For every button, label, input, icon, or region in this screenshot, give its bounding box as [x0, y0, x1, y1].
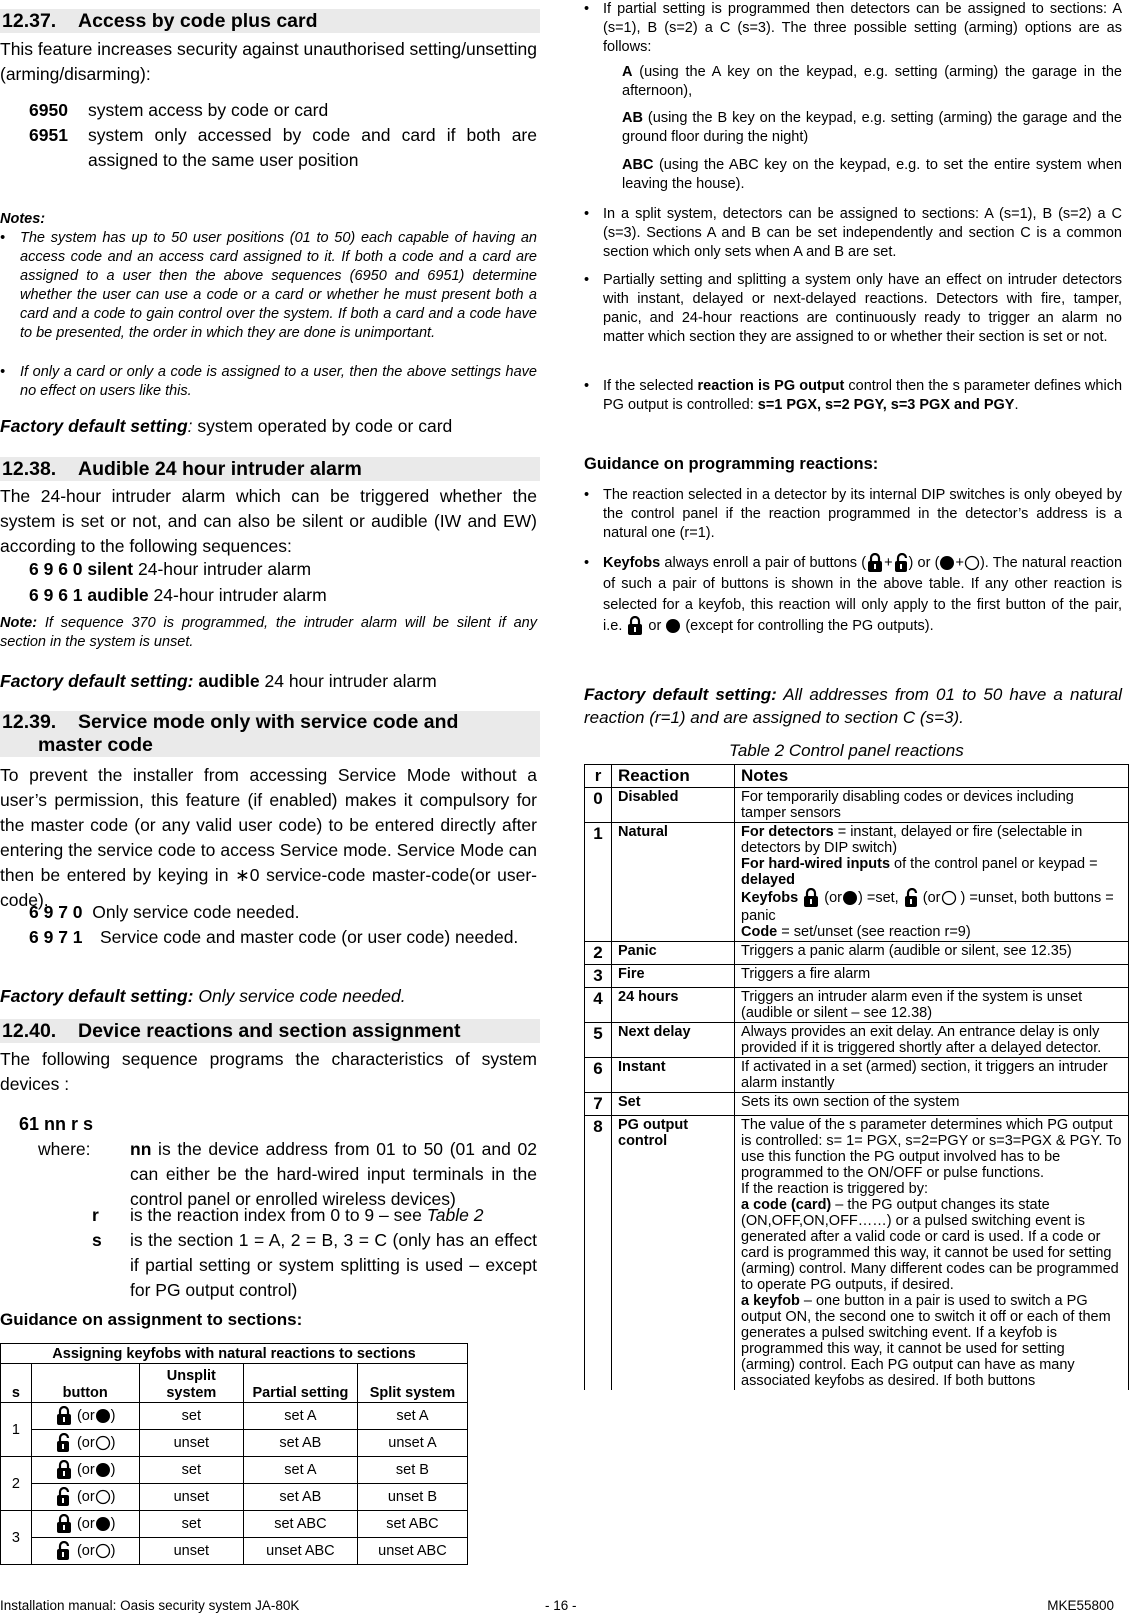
- bullet: • If partial setting is programmed then detectors can be assigned to sections: A (s=1), B (s=2) a C (s=3). The three possible setting (arming) options are as follows:: [584, 1, 1122, 55]
- sequence-code: 6 9 7 1: [29, 927, 83, 947]
- bullet: • Partially setting and splitting a system only have an effect on intruder detectors with instant, delayed or next-delayed reactions. Detectors with fire, tamper, panic, and 24-hour reactions are continuously ready to trigger an alarm no matter which section they are assigned to or whether their section is set or not.: [584, 272, 1122, 345]
- lock-closed-icon: [55, 1514, 73, 1534]
- factory-default: Factory default setting: audible 24 hour intruder alarm: [0, 671, 437, 691]
- footer-left: Installation manual: Oasis security system JA-80K: [0, 1598, 300, 1613]
- paragraph: To prevent the installer from accessing Service Mode without a user’s permission, this feature (if enabled) makes it compulsory for the master code (or any valid user code) to be entered directly after entering the service code to access Service mode. Service Mode can then be entered by keying in ∗0 service-code master-code(or user-code).: [0, 765, 537, 910]
- table-row: (or ) unset unset ABC unset ABC: [1, 1538, 468, 1565]
- bullet: • The reaction selected in a detector by its internal DIP switches is only obeyed by the control panel if the reaction programmed in the detector’s address is a natural one (r=1).: [584, 487, 1122, 541]
- param-key: r: [92, 1205, 99, 1225]
- lock-open-icon: [55, 1487, 73, 1507]
- filled-button-icon: [95, 1516, 111, 1532]
- table-row: 2 Panic Triggers a panic alarm (audible or silent, see 12.35): [585, 942, 1129, 965]
- col-header: s: [1, 1364, 32, 1403]
- sequence-code: 6950: [29, 100, 68, 120]
- table-row: 5 Next delay Always provides an exit delay. An entrance delay is only provided if it is triggered shortly after a delayed detector.: [585, 1023, 1129, 1058]
- guidance-title: Guidance on programming reactions:: [584, 455, 879, 473]
- lock-closed-icon: [55, 1406, 73, 1426]
- empty-button-icon: [95, 1435, 111, 1451]
- sequence-code: 6951: [29, 125, 68, 145]
- col-header: Split system: [357, 1364, 467, 1403]
- lock-closed-icon: [626, 616, 644, 636]
- section-heading-12-38: 12.38. Audible 24 hour intruder alarm: [0, 457, 540, 481]
- filled-button-icon: [95, 1408, 111, 1424]
- table-row: 3 (or ) set set ABC set ABC: [1, 1511, 468, 1538]
- footer-right: MKE55800: [1047, 1598, 1114, 1613]
- table-caption: Assigning keyfobs with natural reactions to sections: [1, 1344, 468, 1364]
- note-bullet: • The system has up to 50 user positions (01 to 50) each capable of having an access code and an access card assigned to it. If both a code and a card are assigned to a user then the above sequences (6950 and 6951) determine whether the user can use a code or a card or whether he must present both a card and a code to gain control over the system. If both a card and a code have to be presented, the order in which they are done is unimportant.: [0, 230, 537, 341]
- table-row: 7 Set Sets its own section of the system: [585, 1093, 1129, 1116]
- table-row: 2 (or ) set set A set B: [1, 1457, 468, 1484]
- table-row: (or ) unset set AB unset B: [1, 1484, 468, 1511]
- paragraph: The following sequence programs the characteristics of system devices :: [0, 1049, 537, 1094]
- note-bullet: • If only a card or only a code is assigned to a user, then the above settings have no effect on users like this.: [0, 364, 537, 399]
- empty-button-icon: [941, 890, 957, 906]
- sequence-row: 6 9 6 0 silent 24-hour intruder alarm: [29, 559, 312, 579]
- paragraph: This feature increases security against unauthorised setting/unsetting (arming/disarming):: [0, 39, 537, 84]
- table-row: 6 Instant If activated in a set (armed) section, it triggers an intruder alarm instantly: [585, 1058, 1129, 1093]
- section-heading-12-40: 12.40. Device reactions and section assignment: [0, 1019, 540, 1043]
- page-number: - 16 -: [545, 1598, 577, 1613]
- lock-closed-icon: [802, 888, 820, 908]
- filled-button-icon: [665, 618, 681, 634]
- paragraph: The 24-hour intruder alarm which can be triggered whether the system is set or not, and can also be silent or audible (IW and EW) according to the following sequences:: [0, 486, 537, 556]
- param-nn: nn is the device address from 01 to 50 (01 and 02 can either be the hard-wired input terminals in the control panel or enrolled wireless devices): [130, 1139, 537, 1209]
- col-header: Partial setting: [243, 1364, 357, 1403]
- param-s: is the section 1 = A, 2 = B, 3 = C (only has an effect if partial setting or system splitting is used – except for PG output control): [130, 1230, 537, 1300]
- table-row: 0 Disabled For temporarily disabling codes or devices including tamper sensors: [585, 788, 1129, 823]
- sequence-row: 6 9 7 0 Only service code needed.: [29, 902, 300, 922]
- table-row: (or ) unset set AB unset A: [1, 1430, 468, 1457]
- bullet-keyfobs: • Keyfobs always enroll a pair of buttons ( + ) or ( + ). The natural reaction of such a pair of buttons is shown in the above table. If any other reaction is selected for a keyfob, this reaction will only apply to the first button of the pair, i.e. or (except for controlling the PG outputs).: [584, 553, 1122, 637]
- notes-label: Notes:: [0, 211, 46, 227]
- table-caption: Table 2 Control panel reactions: [729, 741, 964, 760]
- lock-closed-icon: [55, 1460, 73, 1480]
- table-row: 4 24 hours Triggers an intruder alarm even if the system is unset (audible or silent – see 12.38): [585, 988, 1129, 1023]
- param-key: s: [92, 1230, 102, 1250]
- col-header: button: [31, 1364, 139, 1403]
- bullet: • In a split system, detectors can be assigned to sections: A (s=1), B (s=2) a C (s=3). Sections A and B can be set independently and section C is a common section which only sets when A and B are set.: [584, 206, 1122, 260]
- guidance-title: Guidance on assignment to sections:: [0, 1310, 303, 1329]
- sequence-text: system only accessed by code and card if both are assigned to the same user position: [88, 125, 537, 170]
- empty-button-icon: [964, 555, 980, 571]
- table-row: 8 PG output control The value of the s parameter determines which PG output is controlled: s= 1= PGX, s=2=PGY or s=3=PGX & PGY. To use this function the PG output involved has to be programmed to the ON/OFF or pulse functions. If the reaction is triggered by: a code (card) – the PG output changes its state (ON,OFF,ON,OFF……) or a pulsed switching event is generated after a valid code or card is used. If a code or card is programmed this way, it cannot be used for setting (arming) control. Many different codes can be programmed to operate PG outputs, if desired. a keyfob – one button in a pair is used to switch a PG output ON, the second one to switch it off or each of them generates a pulsed switching event. If a keyfob is programmed this way, it cannot be used for setting (arming) control. Each PG output can have as many associated keyfobs as desired. If both buttons: [585, 1116, 1129, 1391]
- bullet: • If the selected reaction is PG output control then the s parameter defines which PG output is controlled: s=1 PGX, s=2 PGY, s=3 PGX and PGY.: [584, 378, 1123, 413]
- filled-button-icon: [95, 1462, 111, 1478]
- factory-default: Factory default setting: All addresses from 01 to 50 have a natural reaction (r=1) and are assigned to section C (s=3).: [584, 685, 1123, 727]
- reactions-table: r Reaction Notes 0 Disabled For temporarily disabling codes or devices including tamper sensors 1 Natural For detectors = instant, delayed or fire (selectable in detectors by DIP switch) For hard-wired inputs of the control panel or keypad = delayed Keyfobs (or ) =set, (or ) =unset, both buttons = panic Code = set/unset (see reaction r=9) 2 Panic Triggers a panic alarm (audible or silent, see 12.35) 3 Fire Triggers a fire alarm 4 24 hours Triggers an intruder alarm even if the system is unset (audible or silent – see 12.38) 5 Next delay Always provides an exit delay. An entrance delay is only provided if it is triggered shortly after a delayed detector. 6 Instant If activated in a set (armed) section, it triggers an intruder alarm instantly 7 Set Sets its own section of the system 8 PG output control The value of the s parameter determines which PG output is controlled: s= 1= PGX, s=2=PGY or s=3=PGX & PGY. To use this function the PG output involved has to be programmed to the ON/OFF or pulse functions. If the reaction is triggered by: a code (card) – the PG output changes its state (ON,OFF,ON,OFF……) or a pulsed switching event is generated after a valid code or card is used. If a code or card is programmed this way, it cannot be used for setting (arming) control. Many different codes can be programmed to operate PG outputs, if desired. a keyfob – one button in a pair is used to switch a PG output ON, the second one to switch it off or each of them generates a pulsed switching event. If a keyfob is programmed this way, it cannot be used for setting (arming) control. Each PG output can have as many associated keyfobs as desired. If both buttons: [584, 764, 1129, 1390]
- sequence-syntax: 61 nn r s: [19, 1114, 94, 1134]
- param-r: is the reaction index from 0 to 9 – see Table 2: [130, 1205, 484, 1225]
- lock-open-icon: [55, 1433, 73, 1453]
- option-ab: AB (using the B key on the keypad, e.g. setting (arming) the garage and the ground floor during the night): [622, 110, 1122, 145]
- table-row: 3 Fire Triggers a fire alarm: [585, 965, 1129, 988]
- sequence-text: Service code and master code (or user code) needed.: [100, 927, 519, 947]
- empty-button-icon: [95, 1543, 111, 1559]
- table-row: 1 Natural For detectors = instant, delayed or fire (selectable in detectors by DIP switch) For hard-wired inputs of the control panel or keypad = delayed Keyfobs (or ) =set, (or ) =unset, both buttons = panic Code = set/unset (see reaction r=9): [585, 823, 1129, 942]
- option-abc: ABC (using the ABC key on the keypad, e.g. to set the entire system when leaving the house).: [622, 157, 1122, 192]
- section-heading-12-39: 12.39. Service mode only with service code and master code: [0, 711, 540, 757]
- section-heading-12-37: 12.37. Access by code plus card: [0, 9, 540, 33]
- lock-closed-icon: [866, 553, 884, 573]
- factory-default: Factory default setting: system operated by code or card: [0, 416, 453, 436]
- sequence-row: 6 9 6 1 audible 24-hour intruder alarm: [29, 585, 327, 605]
- where-label: where:: [38, 1139, 91, 1159]
- note: Note: If sequence 370 is programmed, the intruder alarm will be silent if any section in the system is unset.: [0, 615, 537, 650]
- empty-button-icon: [95, 1489, 111, 1505]
- lock-open-icon: [903, 888, 919, 908]
- lock-open-icon: [55, 1541, 73, 1561]
- filled-button-icon: [842, 890, 858, 906]
- sequence-text: system access by code or card: [88, 100, 329, 120]
- keyfob-assignment-table: [0, 1343, 468, 1565]
- col-header: Unsplit system: [139, 1364, 243, 1403]
- lock-open-icon: [893, 553, 909, 573]
- filled-button-icon: [939, 555, 955, 571]
- factory-default: Factory default setting: Only service code needed.: [0, 986, 406, 1006]
- option-a: A (using the A key on the keypad, e.g. setting (arming) the garage in the afternoon),: [622, 64, 1122, 99]
- table-row: 1 (or ) set set A set A: [1, 1403, 468, 1430]
